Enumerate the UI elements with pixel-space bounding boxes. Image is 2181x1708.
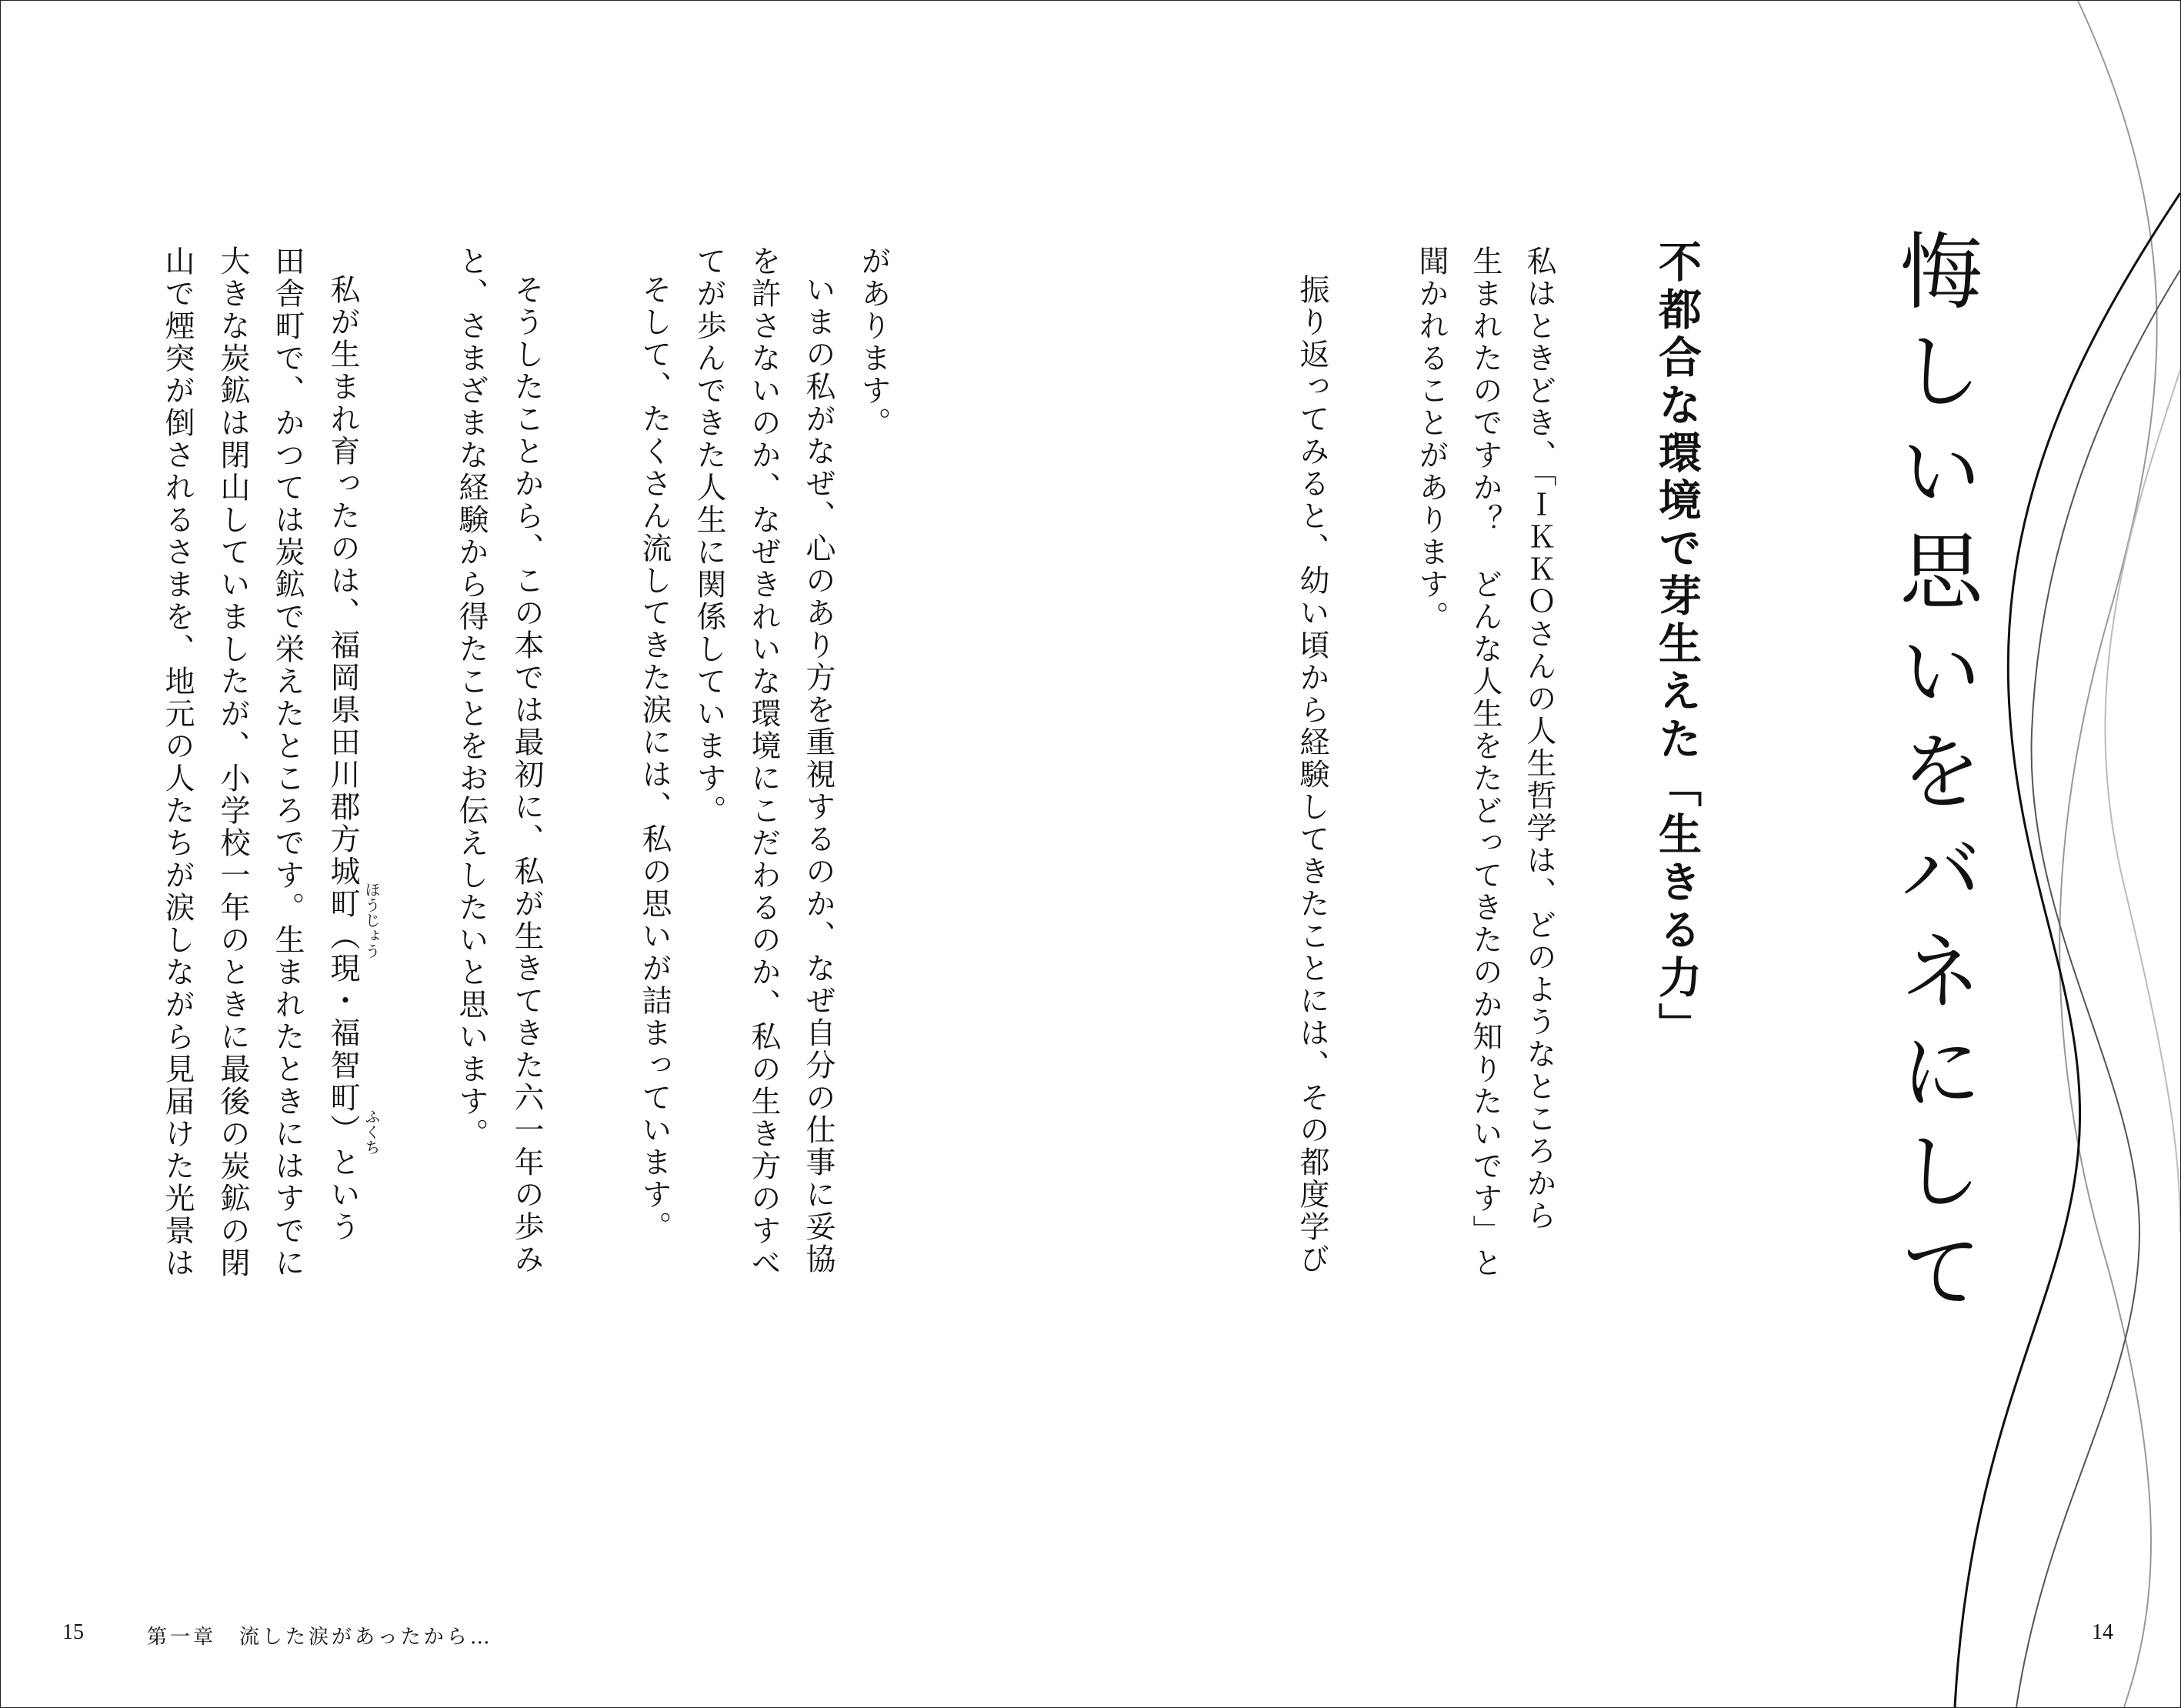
chapter-title: 悔しい思いをバネにして	[1886, 228, 1982, 1328]
body-column-11: と、さまざまな経験から得たことをお伝えしたいと思います。	[454, 245, 489, 1150]
wave-line-3	[2016, 270, 2180, 1707]
body-column-6: いまの私がなぜ、心のあり方を重視するのか、なぜ自分の仕事に妥協	[801, 274, 835, 1276]
body-column-14: 大きな炭鉱は閉山していましたが、小学校一年のときに最後の炭鉱の閉	[215, 245, 250, 1279]
page-number-right: 14	[2092, 1620, 2113, 1644]
body-column-9: そして、たくさん流してきた涙には、私の思いが詰まっています。	[637, 274, 672, 1243]
ruby-fukuchi: ふくち	[362, 1109, 381, 1155]
body-column-1: 私はときどき、「ＩＫＫＯさんの人生哲学は、どのようなところから	[1522, 245, 1556, 1233]
ruby-houjou: ほうじょう	[362, 882, 381, 959]
body-column-15: 山で煙突が倒されるさまを、地元の人たちが涙しながら見届けた光景は	[160, 245, 195, 1279]
body-column-4: 振り返ってみると、幼い頃から経験してきたことには、その都度学び	[1295, 274, 1329, 1276]
body-column-2: 生まれたのですか？ どんな人生をたどってきたのか知りたいです」と	[1468, 245, 1502, 1279]
body-column-7: を許さないのか、なぜきれいな環境にこだわるのか、私の生き方のすべ	[746, 245, 781, 1279]
body-column-13: 田舎町で、かつては炭鉱で栄えたところです。生まれたときにはすでに	[270, 245, 305, 1279]
body-column-12: 私が生まれ育ったのは、福岡県田川郡方城町（現・福智町）という	[325, 274, 360, 1243]
wave-line-1	[2059, 1, 2156, 1707]
body-column-3: 聞かれることがあります。	[1414, 245, 1449, 633]
wave-line-4	[2105, 370, 2180, 1232]
body-column-10: そうしたことから、この本では最初に、私が生きてきた六一年の歩み	[509, 274, 544, 1276]
page-number-left: 15	[62, 1620, 84, 1644]
running-head: 第一章 流した涙があったから…	[147, 1626, 493, 1649]
section-heading: 不都合な環境で芽生えた「生きる力」	[1652, 239, 1702, 1050]
body-column-8: てが歩んできた人生に関係しています。	[692, 245, 726, 827]
body-column-5: があります。	[856, 245, 891, 439]
